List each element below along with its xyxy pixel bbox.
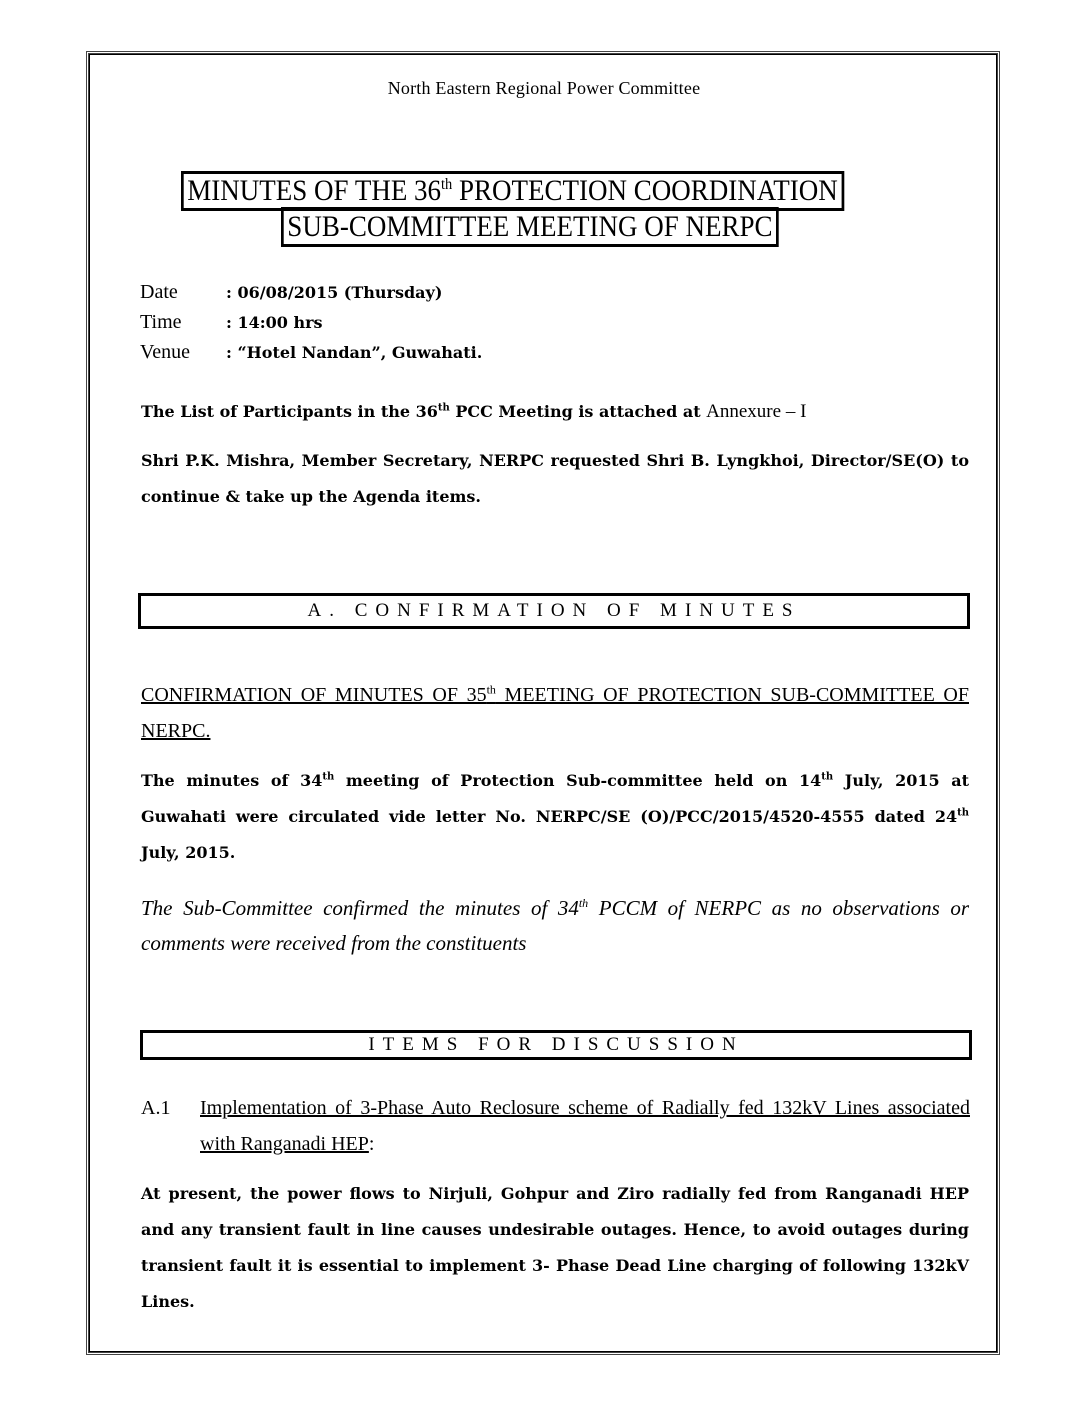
- organization-name: North Eastern Regional Power Committee: [387, 78, 701, 98]
- title-text: PROTECTION COORDINATION: [452, 174, 838, 207]
- superscript: th: [486, 682, 496, 697]
- venue-label: Venue: [140, 341, 190, 363]
- opening-paragraph: Shri P.K. Mishra, Member Secretary, NERPC requested Shri B. Lyngkhoi, Director/SE(O) to continue & take up the Agenda items.: [141, 451, 969, 506]
- superscript: th: [322, 771, 335, 783]
- meeting-date-row: [140, 277, 442, 307]
- heading-text: CONFIRMATION OF MINUTES OF 35: [141, 684, 487, 706]
- venue-value: : “Hotel Nandan”, Guwahati.: [226, 343, 483, 362]
- item-body-paragraph: At present, the power flows to Nirjuli, Gohpur and Ziro radially fed from Ranganadi HEP and any transient fault in line causes undesirable outages. Hence, to avoid outages during transient fault it is essential to implement 3- Phase Dead Line charging of following 132kV Lines.: [141, 1184, 969, 1311]
- body-text: July, 2015 at Guwahati were circulated vide letter No. NERPC/SE (O)/PCC/2015/4520-4555 dated 24: [141, 771, 970, 826]
- items-for-discussion-header: ITEMS FOR DISCUSSION: [140, 1030, 972, 1060]
- item-title-suffix: :: [368, 1133, 375, 1155]
- item-title-text: Implementation of 3-Phase Auto Reclosure scheme of Radially fed 132kV Lines associated with Ranganadi HEP: [200, 1097, 970, 1155]
- participants-text: The List of Participants in the 36: [141, 402, 438, 421]
- date-value: : 06/08/2015 (Thursday): [226, 283, 443, 302]
- body-text: July, 2015.: [141, 843, 236, 862]
- superscript: th: [437, 402, 450, 414]
- section-a-header: A. CONFIRMATION OF MINUTES: [138, 593, 970, 629]
- annexure-reference: Annexure – I: [706, 401, 807, 422]
- title-superscript: th: [441, 176, 453, 193]
- time-label: Time: [140, 311, 182, 333]
- participants-statement: [141, 394, 969, 430]
- document-title-line2: SUB-COMMITTEE MEETING OF NERPC: [281, 207, 779, 247]
- confirmation-heading: [141, 677, 969, 749]
- meeting-venue-row: [140, 337, 482, 367]
- item-title: [200, 1090, 970, 1162]
- date-label: Date: [140, 281, 178, 303]
- time-value: : 14:00 hrs: [226, 313, 323, 332]
- item-number: A.1: [141, 1097, 171, 1119]
- body-text: The minutes of 34: [141, 771, 323, 790]
- title-text: MINUTES OF THE 36: [187, 174, 442, 207]
- participants-text: PCC Meeting is attached at: [449, 402, 707, 421]
- superscript: th: [821, 771, 834, 783]
- decision-text: PCCM of NERPC as no observations or comments were received from the constituents: [141, 896, 969, 955]
- decision-text: The Sub-Committee confirmed the minutes of 34: [141, 896, 579, 920]
- minutes-circulation-paragraph: [141, 763, 969, 871]
- body-text: meeting of Protection Sub-committee held on 14: [334, 771, 822, 790]
- heading-text: MEETING OF PROTECTION SUB-COMMITTEE OF NERPC.: [141, 684, 969, 742]
- superscript: th: [578, 896, 589, 910]
- document-title-line1: [181, 171, 844, 211]
- superscript: th: [957, 807, 969, 819]
- meeting-time-row: [140, 307, 323, 337]
- confirmation-decision: [141, 891, 969, 961]
